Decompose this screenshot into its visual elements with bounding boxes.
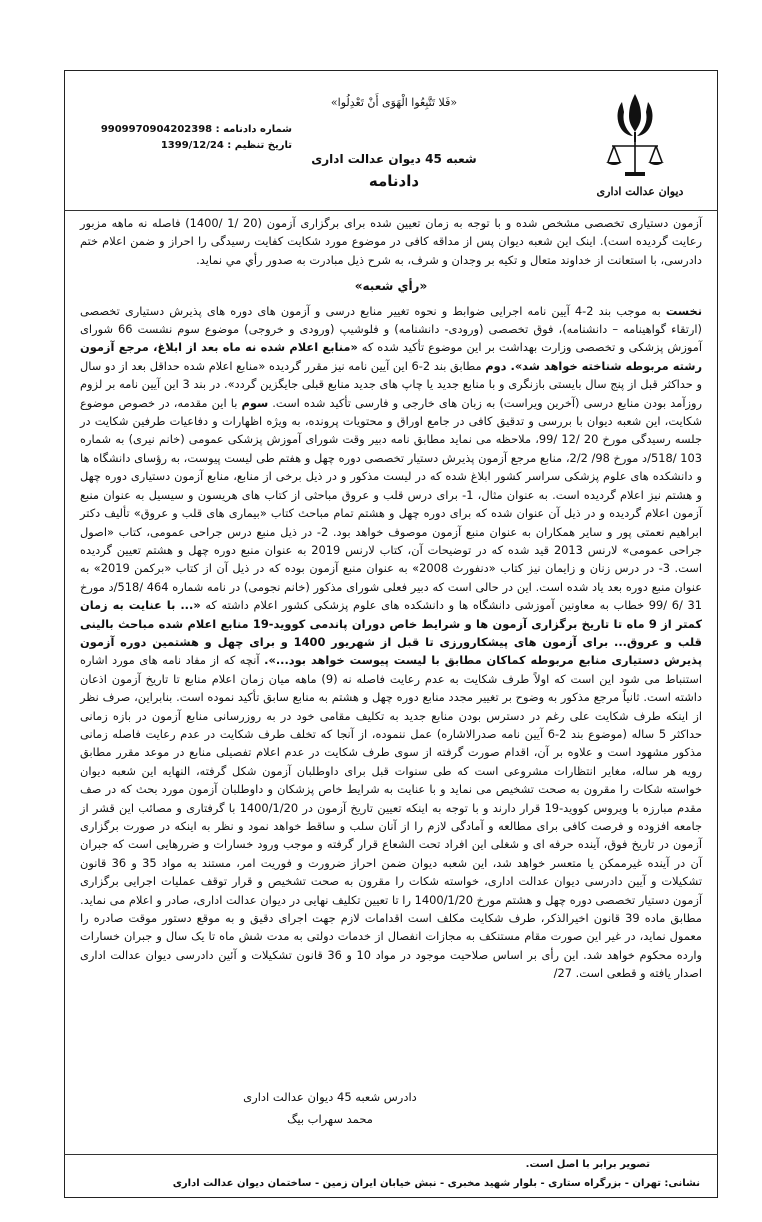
- judge-title: دادرس شعبه 45 دیوان عدالت اداری: [243, 1090, 417, 1104]
- verdict-text-4: آنچه که از مفاد نامه های مورد اشاره استنباط می شود این است که اولاً طرف شکایت به عدم رعایت فاصله نه (9) ماهه میان زمان اعلام منابع تا تاریخ آزمون اذعان داشته است. ثانیاً مرجع مذکور به وضوح بر تغییر مجدد منابع دوره چهل و هشتم به منابع سابق تأکید نموده است. بنابراین، صرف نظر از اینکه طرف شکایت علی رغم در دسترس بودن منابع جدید به تکلیف مقامی خود در به روزرسانی منابع آزمون در بازه زمانی حداکثر 5 ساله (موضوع بند 2-6 آیین نامه صدرالاشاره) عمل ننموده، از آنجا که تخلف طرف شکایت در عدم رعایت فاصله زمانی مذکور مشهود است و علاوه بر آن، اقدام صورت گرفته از سوی طرف شکایت در عدم اعلام تفصیلی منابع در موعد مقرر مطابق رویه هر ساله، مغایر انتظارات مشروعی است که طی سنوات قبل برای داوطلبان آزمون شکل گرفته، النهایه این شعبه دیوان خواسته شکات را مقرون به صحت تشخیص می نماید و با عنایت به شرایط خاص پزشکان و داوطلبان آزمون مورد بحث که در صف مقدم مبارزه با ویروس کووید-19 قرار دارند و با توجه به اینکه تعیین تاریخ آزمون در 1400/1/20 با گرفتاری و مصائب این قشر از جامعه افزوده و فرصت کافی برای مطالعه و آمادگی لازم را از آنان سلب و ساقط خواهد نمود و نظر به اینکه در صورت برگزاری آزمون در تاریخ فوق، آینده حرفه ای و شغلی این افراد تحت الشعاع قرار گرفته و موجب ورود خسارات و ضررهایی است که جبران آن در آینده غیرممکن یا متعسر خواهد شد، این شعبه دیوان ضمن احراز ضرورت و فوریت امر، مستند به مواد 35 و 36 قانون تشکیلات و آیین دادرسی دیوان عدالت اداری، خواسته شکات را مقرون به صحت تشخیص و قرار توقف عملیات اجرایی برگزاری آزمون دستیار تخصصی دوره چهل و هشتم مورخ 1400/1/20 را تا تعیین تکلیف نهایی در دیوان عدالت اداری، صادر و اعلام می نماید. مطابق ماده 39 قانون اخیرالذکر، طرف شکایت مکلف است اقدامات لازم جهت اجرای دقیق و به موقع دستور موقت صادره را معمول نماید، در غیر این صورت مقام مستنکف به مجازات انفصال از خدمات دولتی به مدت شش ماه تا یک سال و جبران خسارات وارده محکوم خواهد شد. این رأی بر اساس صلاحیت موجود در مواد 10 و 36 قانون تشکیلات و آئین دادرسی دیوان عدالت اداری اصدار یافته و قطعی است. 27/: [80, 653, 703, 981]
- verdict-emphasis-2: «... با عنایت به زمان کمتر از 9 ماه تا تاریخ برگزاری آزمون ها و شرایط خاص دوران پاندمی کووید-19 منابع اعلام شده مباحث بالینی قلب و عروق... برای آزمون های پیشکارورزی تا قبل از شهریور 1400 و برای چهل و هشتمین دوره آزمون پذیرش دستیاری منابع مربوطه کماکان مطابق با لیست پیوست خواهد بود...».: [80, 598, 702, 668]
- court-name-caption: دیوان عدالت اداری: [596, 185, 684, 198]
- verdict-second-keyword: دوم: [485, 358, 511, 373]
- footer-divider: [64, 1154, 718, 1155]
- verdict-third-keyword: سوم: [241, 395, 269, 410]
- verdict-body: [80, 214, 702, 983]
- verdict-text-1: به موجب بند 2-4 آیین نامه اجرایی ضوابط و نحوه تغییر منابع درسی و آزمون های دوره های پذیرش دستیاری تخصصی (ارتقاء گواهینامه – دانشنامه)، فوق تخصصی (ورودی- دانشنامه) و فلوشیپ (ورودی و خروجی) موضوع سوم نشست 66 شورای آموزش پزشکی و تخصصی وزارت بهداشت بر این موضوع تأکید شده که: [80, 303, 702, 355]
- document-header: [64, 70, 718, 210]
- verdict-first-keyword: نخست: [665, 303, 702, 318]
- court-branch: شعبه 45 دیوان عدالت اداری: [311, 152, 477, 166]
- judge-name: محمد سهراب بیگ: [287, 1112, 373, 1126]
- copy-certification: تصویر برابر با اصل است.: [525, 1159, 650, 1170]
- verdict-text-2: مطابق بند 2-6 این آیین نامه نیز مقرر گردیده «منابع اعلام شده حداقل بعد از دو سال و حداکثر قبل از پنج سال بایستی بازنگری و با منابع جدید یا چاپ های جدید منابع قبلی جایگزین گردد». در بند 3 این آیین نامه بر لزوم روزآمد بودن منابع درسی (آخرین ویراست) به زبان های خارجی و فارسی تأکید شده است.: [80, 358, 702, 410]
- quran-verse: «فَلا تَتَّبِعُوا الْهَوَى أَنْ تَعْدِلُوا»: [330, 96, 458, 109]
- verdict-text-3: با این مقدمه، در خصوص موضوع شکایت، این شعبه دیوان با بررسی و تدقیق کافی در جامع اوراق و محتویات پرونده، به ویژه اظهارات و دفاعیات طرفین شکایت در جلسه رسیدگی مورخ 20 /12 /99، ملاحظه می نماید مطابق نامه دبیر وقت شورای آموزش پزشکی عمومی (خانم نیری) به شماره 103 /518/د مورخ 98/ 2/2، منابع مرجع آزمون پذیرش دستیار تخصصی دوره چهل و هفتم طی لیست پیوست، به رؤسای دانشگاه ها و دانشکده های علوم پزشکی سراسر کشور ابلاغ شده که در لیست مذکور و در ذیل برخی از منابع، منابع آزمون دستیاری دوره چهل و هشتم نیز اعلام گردیده است. به عنوان مثال، 1- برای درس قلب و عروق مباحثی از کتاب های هریسون و سیسیل به عنوان منبع آزمون اعلام گردیده و در ذیل آن عنوان شده که برای دوره چهل و هشتم تمام مباحث کتاب «بیماری های قلب و عروق» تألیف دکتر ابراهیم نعمتی پور و سایر همکاران به عنوان منبع آزمون موصوف خواهد بود. 2- در ذیل منبع درس جراحی عمومی، کتاب «اصول جراحی عمومی» لارنس 2013 قید شده که در توضیحات آن، کتاب لارنس 2019 به عنوان منبع دوره چهل و هشتم تعیین گردیده است. 3- در درس زنان و زایمان نیز کتاب «دنفورث 2008» به عنوان منبع آزمون بوده که در ذیل آن از کتاب «برکمن 2019» به عنوان منبع دوره بعد یاد شده است. این در حالی است که دبیر فعلی شورای مذکور (خانم نجومی) در نامه شماره 464 /518/د مورخ 31 /6 /99 خطاب به معاونین آموزشی دانشگاه ها و دانشکده های علوم پزشکی کشور اعلام داشته که: [80, 395, 702, 613]
- intro-paragraph: آزمون دستیاری تخصصی مشخص شده و با توجه به زمان تعیین شده برای برگزاری آزمون (20 /1 /1400) فاصله نه ماهه مزبور رعایت گردیده است). اینک این شعبه دیوان پس از مداقه کافی در موضوع مورد شکایت کفایت رسیدگی را احراز و ضمن اعلام ختم دادرسی، با استعانت از خداوند متعال و تکیه بر وجدان و شرف، به شرح ذیل مبادرت به صدور رأي مي نمايد.: [80, 216, 702, 267]
- iran-emblem-icon: [600, 88, 670, 184]
- document-meta: [82, 122, 292, 154]
- verdict-paragraph: [80, 302, 702, 983]
- header-divider: [64, 210, 718, 211]
- verdict-emphasis-1: «منابع اعلام شده نه ماه بعد از ابلاغ، مرجع آزمون رشته مربوطه شناخته خواهد شد».: [80, 340, 703, 373]
- court-address: نشانی: تهران - بزرگراه ستاری - بلوار شهید مخبری - نبش خیابان ایران زمین - ساختمان دیوان عدالت اداری: [172, 1178, 700, 1189]
- issue-date: تاریخ تنظیم : 1399/12/24: [160, 140, 292, 151]
- signature-block: [200, 1086, 460, 1130]
- section-title: «رأي شعبه»: [354, 279, 428, 294]
- verdict-number: شماره دادنامه : 9909970904202398: [100, 124, 292, 135]
- document-title: دادنامه: [368, 172, 420, 190]
